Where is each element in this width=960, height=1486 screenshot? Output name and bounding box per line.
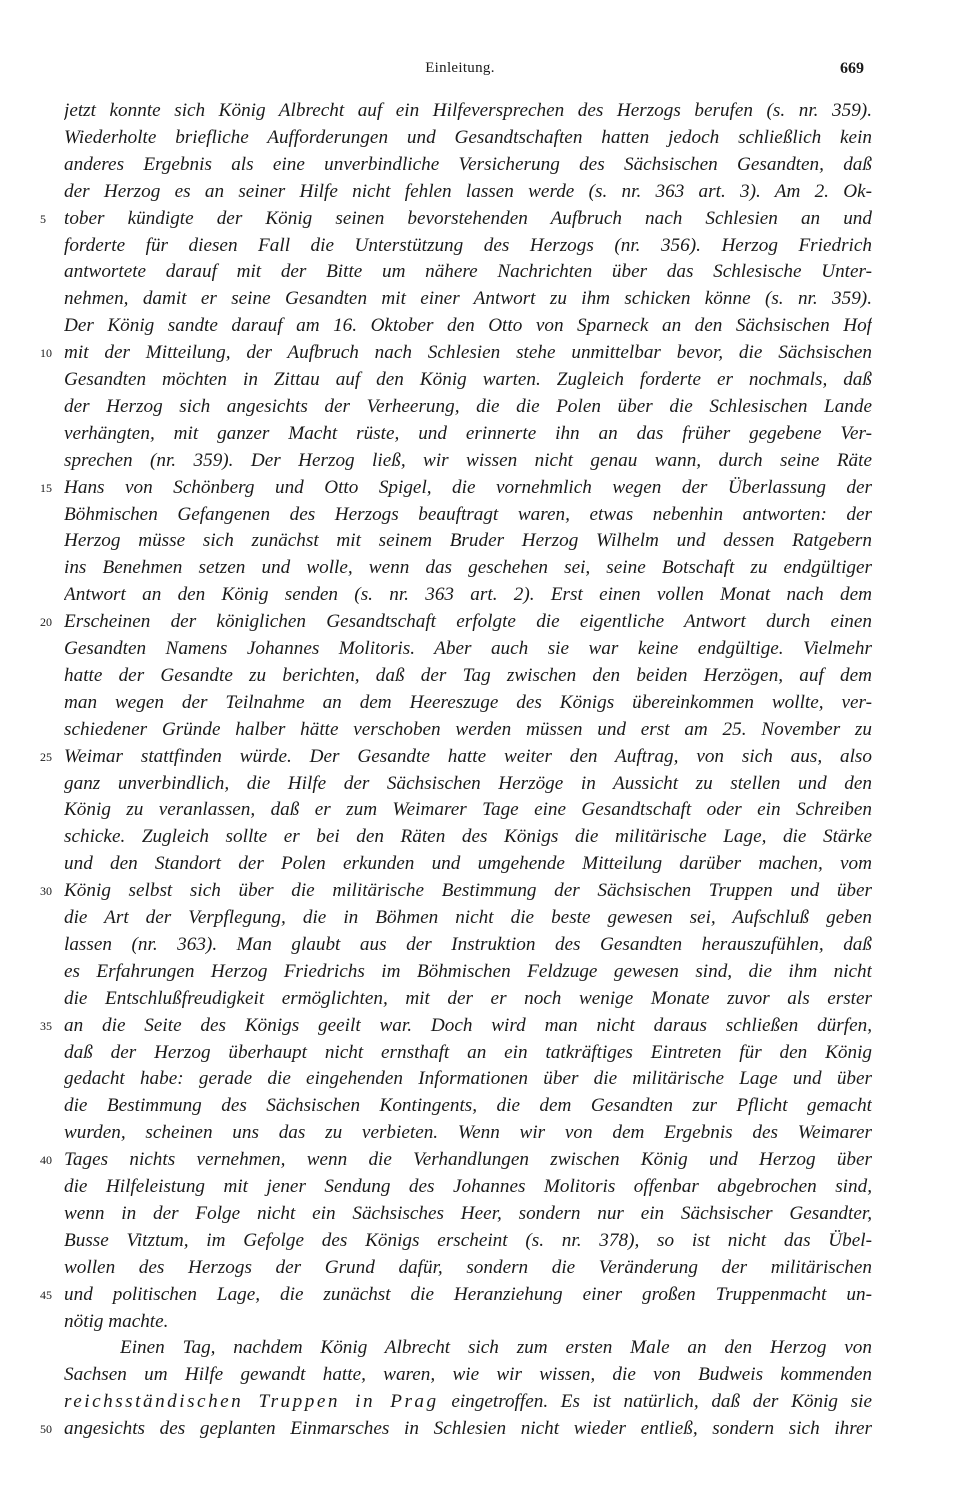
line-text: antwortete darauf mit der Bitte um nähere Nachrichten über das Schlesische Unter- bbox=[64, 261, 872, 283]
text-line bbox=[0, 394, 960, 420]
text-line bbox=[0, 1309, 960, 1335]
line-text: anderes Ergebnis als eine unverbindliche Versicherung des Sächsischen Gesandten, daß bbox=[64, 153, 872, 175]
text-line bbox=[0, 1013, 960, 1039]
text-line bbox=[0, 771, 960, 797]
line-text: der Herzog sich angesichts der Verheerung, die die Polen über die Schlesischen Lande bbox=[64, 395, 872, 417]
line-text: nehmen, damit er seine Gesandten mit einer Antwort zu ihm schicken könne (s. nr. 359). bbox=[64, 288, 872, 310]
text-line bbox=[0, 986, 960, 1012]
line-text: und politischen Lage, die zunächst die Heranziehung einer großen Truppenmacht un- bbox=[64, 1283, 872, 1305]
line-text: wurden, scheinen uns das zu verbieten. Wenn wir von dem Ergebnis des Weimarer bbox=[64, 1122, 872, 1144]
spaced-emphasis: reichsständischen Truppen in Prag bbox=[64, 1391, 439, 1413]
line-text: König zu veranlassen, daß er zum Weimarer Tage eine Gesandtschaft oder ein Schreiben bbox=[64, 799, 872, 821]
text-line bbox=[0, 1282, 960, 1308]
text-line bbox=[0, 1335, 960, 1361]
text-line bbox=[0, 340, 960, 366]
line-text: wenn in der Folge nicht ein Sächsisches Heer, sondern nur ein Sächsischer Gesandter, bbox=[64, 1202, 872, 1224]
line-number: 15 bbox=[40, 480, 52, 495]
line-text: hatte der Gesandte zu berichten, daß der Tag zwischen den beiden Herzögen, auf dem bbox=[64, 664, 872, 686]
text-line bbox=[0, 286, 960, 312]
line-number: 5 bbox=[40, 211, 46, 226]
text-line bbox=[0, 421, 960, 447]
line-text: Gesandten möchten in Zittau auf den König warten. Zugleich forderte er nochmals, daß bbox=[64, 369, 872, 390]
text-line bbox=[0, 1362, 960, 1388]
line-number: 25 bbox=[40, 749, 52, 764]
text-line bbox=[0, 555, 960, 581]
line-number: 50 bbox=[40, 1422, 52, 1437]
line-text: schicke. Zugleich sollte er bei den Räten des Königs die militärische Lage, die Stärke bbox=[64, 826, 872, 848]
line-text: Gesandten Namens Johannes Molitoris. Aber auch sie war keine endgültige. Vielmehr bbox=[64, 638, 872, 659]
line-text: Hans von Schönberg und Otto Spigel, die vornehmlich wegen der Überlassung der bbox=[64, 476, 872, 498]
line-text: gedacht habe: gerade die eingehenden Informationen über die militärische Lage und über bbox=[64, 1068, 872, 1090]
line-number: 40 bbox=[40, 1153, 52, 1168]
text-line bbox=[0, 878, 960, 904]
text-line bbox=[0, 502, 960, 528]
line-text: die Bestimmung des Sächsischen Kontingents, die dem Gesandten zur Pflicht gemacht bbox=[64, 1095, 872, 1117]
line-text: jetzt konnte sich König Albrecht auf ein Hilfeversprechen des Herzogs berufen (s. nr. 359). bbox=[64, 100, 872, 121]
line-text: ins Benehmen setzen und wolle, wenn das geschehen sei, seine Botschaft zu endgültiger bbox=[64, 557, 872, 579]
line-text: Böhmischen Gefangenen des Herzogs beauftragt waren, etwas nebenhin antworten: der bbox=[64, 503, 872, 525]
text-line bbox=[0, 636, 960, 662]
line-number: 10 bbox=[40, 346, 52, 361]
line-number: 20 bbox=[40, 615, 52, 630]
text-line bbox=[0, 663, 960, 689]
text-line bbox=[0, 744, 960, 770]
text-line bbox=[0, 528, 960, 554]
text-line bbox=[0, 152, 960, 178]
line-text: Herzog müsse sich zunächst mit seinem Bruder Herzog Wilhelm und dessen Ratgebern bbox=[64, 530, 872, 552]
line-number: 35 bbox=[40, 1018, 52, 1033]
line-number: 45 bbox=[40, 1287, 52, 1302]
line-text: an die Seite des Königs geeilt war. Doch wird man nicht daraus schließen dürfen, bbox=[64, 1014, 872, 1036]
text-line bbox=[0, 206, 960, 232]
text-line bbox=[0, 851, 960, 877]
text-line bbox=[0, 1120, 960, 1146]
text-line bbox=[0, 1201, 960, 1227]
line-text: und den Standort der Polen erkunden und umgehende Mitteilung darüber machen, vom bbox=[64, 853, 872, 875]
line-text: es Erfahrungen Herzog Friedrichs im Böhmischen Feldzuge gewesen sind, die ihm nicht bbox=[64, 960, 872, 982]
text-line bbox=[0, 1174, 960, 1200]
text-line bbox=[0, 582, 960, 608]
line-text: Antwort an den König senden (s. nr. 363 art. 2). Erst einen vollen Monat nach dem bbox=[64, 584, 872, 606]
text-line bbox=[0, 905, 960, 931]
text-line bbox=[0, 609, 960, 635]
line-text: ganz unverbindlich, die Hilfe der Sächsischen Herzöge in Aussicht zu stellen und den bbox=[64, 772, 872, 794]
line-text: tober kündigte der König seinen bevorstehenden Aufbruch nach Schlesien an und bbox=[64, 207, 872, 229]
line-text: daß der Herzog überhaupt nicht ernsthaft an ein tatkräftiges Eintreten für den König bbox=[64, 1041, 872, 1063]
text-line bbox=[0, 797, 960, 823]
line-text: wollen des Herzogs der Grund dafür, sondern die Veränderung der militärischen bbox=[64, 1256, 872, 1278]
line-text: die Hilfeleistung mit jener Sendung des Johannes Molitoris offenbar abgebrochen sind, bbox=[64, 1176, 872, 1197]
text-line bbox=[0, 179, 960, 205]
line-text: Busse Vitztum, im Gefolge des Königs erscheint (s. nr. 378), so ist nicht das Übel- bbox=[64, 1229, 872, 1251]
line-text: Tages nichts vernehmen, wenn die Verhandlungen zwischen König und Herzog über bbox=[64, 1149, 872, 1171]
page-number: 669 bbox=[840, 60, 864, 77]
running-title: Einleitung. bbox=[425, 60, 495, 76]
line-text: mit der Mitteilung, der Aufbruch nach Schlesien stehe unmittelbar bevor, die Sächsischen bbox=[64, 342, 872, 364]
line-text: König selbst sich über die militärische Bestimmung der Sächsischen Truppen und über bbox=[64, 880, 872, 902]
line-text: man wegen der Teilnahme an dem Heereszuge des Königs übereinkommen wollte, ver- bbox=[64, 691, 872, 713]
page-header bbox=[0, 60, 960, 84]
line-text: schiedener Gründe halber hätte verschoben werden müssen und erst am 25. November zu bbox=[64, 718, 872, 740]
line-text: forderte für diesen Fall die Unterstützung des Herzogs (nr. 356). Herzog Friedrich bbox=[64, 234, 872, 256]
line-text: angesichts des geplanten Einmarsches in Schlesien nicht wieder entließ, sondern sich ihrer bbox=[64, 1418, 872, 1440]
line-number: 30 bbox=[40, 884, 52, 899]
text-line bbox=[0, 1093, 960, 1119]
text-line bbox=[0, 475, 960, 501]
text-line bbox=[0, 717, 960, 743]
text-line bbox=[0, 1147, 960, 1173]
line-text: lassen (nr. 363). Man glaubt aus der Instruktion des Gesandten herauszufühlen, daß bbox=[64, 933, 872, 955]
line-text: Sachsen um Hilfe gewandt hatte, waren, wie wir wissen, die von Budweis kommenden bbox=[64, 1364, 872, 1386]
text-line bbox=[0, 1389, 960, 1415]
text-line bbox=[0, 932, 960, 958]
line-text: Weimar stattfinden würde. Der Gesandte hatte weiter den Auftrag, von sich aus, also bbox=[64, 745, 872, 767]
text-line bbox=[0, 1255, 960, 1281]
text-line bbox=[0, 98, 960, 124]
line-text-rest: eingetroffen. Es ist natürlich, daß der König sie bbox=[438, 1391, 872, 1413]
text-line bbox=[0, 259, 960, 285]
line-text: die Entschlußfreudigkeit ermöglichten, mit der er noch wenige Monate zuvor als erster bbox=[64, 987, 872, 1009]
text-line bbox=[0, 1228, 960, 1254]
line-text: sprechen (nr. 359). Der Herzog ließ, wir wissen nicht genau wann, durch seine Räte bbox=[64, 449, 872, 471]
line-text: die Art der Verpflegung, die in Böhmen nicht die beste gewesen sei, Aufschluß geben bbox=[64, 907, 872, 928]
text-line bbox=[0, 125, 960, 151]
text-line bbox=[0, 1416, 960, 1442]
line-text bbox=[64, 1389, 872, 1415]
text-line bbox=[0, 367, 960, 393]
line-text: Erscheinen der königlichen Gesandtschaft erfolgte die eigentliche Antwort durch einen bbox=[64, 611, 872, 633]
text-line bbox=[0, 233, 960, 259]
text-line bbox=[0, 1040, 960, 1066]
text-line bbox=[0, 1066, 960, 1092]
text-line bbox=[0, 690, 960, 716]
text-line bbox=[0, 959, 960, 985]
line-text: der Herzog es an seiner Hilfe nicht fehlen lassen werde (s. nr. 363 art. 3). Am 2. Ok- bbox=[64, 180, 872, 202]
line-text: Wiederholte briefliche Aufforderungen und Gesandtschaften hatten jedoch schließlich kein bbox=[64, 126, 872, 148]
line-text: nötig machte. bbox=[64, 1310, 169, 1332]
line-text: Der König sandte darauf am 16. Oktober den Otto von Sparneck an den Sächsischen Hof bbox=[64, 315, 872, 337]
text-line bbox=[0, 448, 960, 474]
line-text: verhängten, mit ganzer Macht rüste, und erinnerte ihn an das früher gegebene Ver- bbox=[64, 422, 872, 444]
text-line bbox=[0, 313, 960, 339]
text-line bbox=[0, 824, 960, 850]
line-text: Einen Tag, nachdem König Albrecht sich zum ersten Male an den Herzog von bbox=[120, 1337, 872, 1359]
